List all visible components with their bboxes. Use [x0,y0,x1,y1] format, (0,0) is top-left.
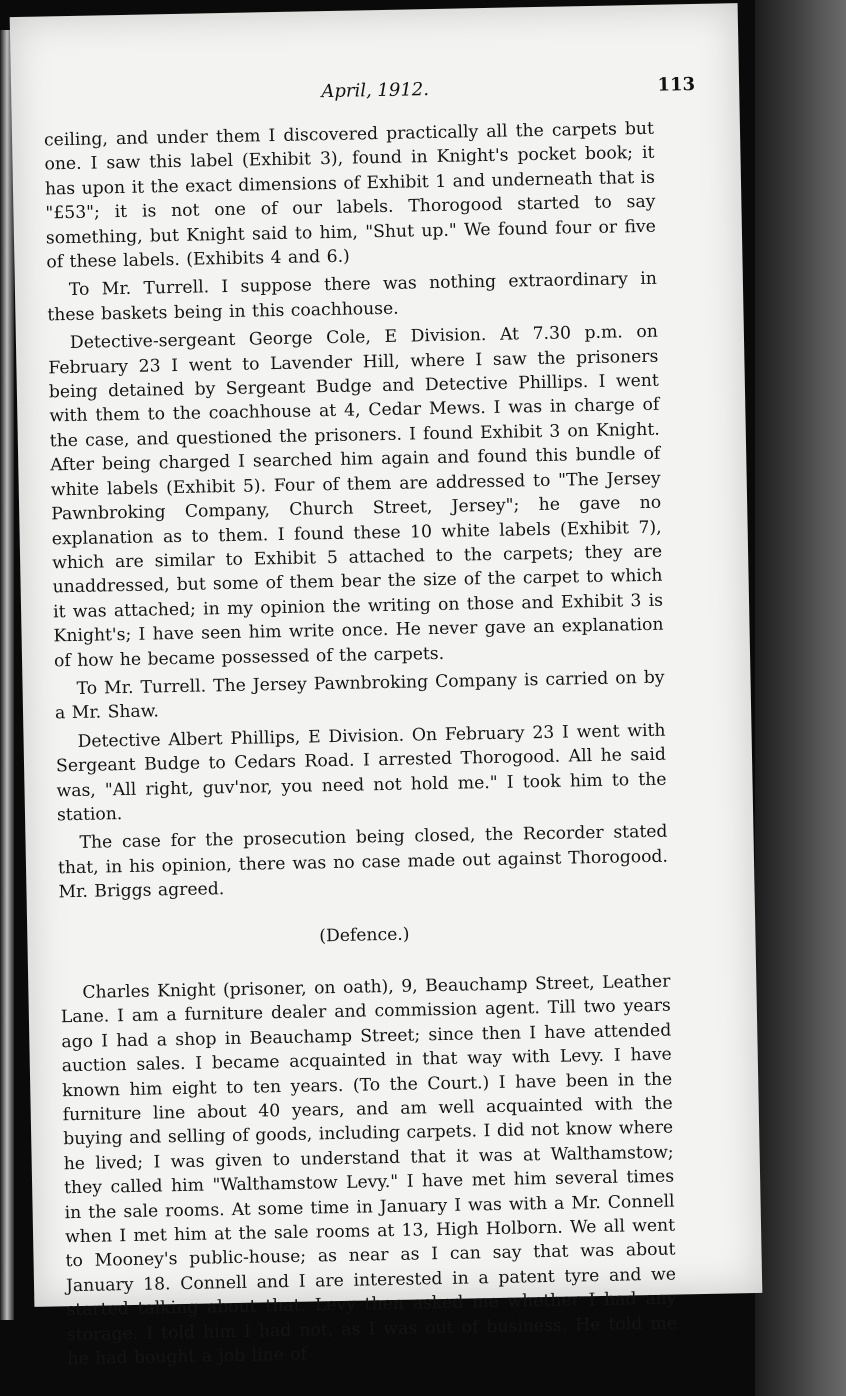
paragraph-cole-testimony: Detective-sergeant George Cole, E Division. At 7.30 p.m. on February 23 I went to Lavender Hill, where I saw the prisoners being detained by Sergeant Budge and Detective Phillips. I went with them to the coachhouse at 4, Cedar Mews. I was in charge of the case, and questioned the prisoners. I found Exhibit 3 on Knight. After being charged I searched him again and found this bundle of white labels (Exhibit 5). Four of them are addressed to "The Jersey Pawnbroking Company, Church Street, Jersey"; he gave no explanation as to them. I found these 10 white labels (Exhibit 7), which are similar to Exhibit 5 attached to the carpets; they are unaddressed, but some of them bear the size of the carpet to which it was attached; in my opinion the writing on those and Exhibit 3 is Knight's; I have seen him write once. He never gave an explanation of how he became possessed of the carpets. [48,321,664,671]
paragraph-cross-exam-2: To Mr. Turrell. The Jersey Pawnbroking Company is carried on by a Mr. Shaw. [54,667,665,724]
background-shadow [755,0,846,1396]
page-header [41,74,709,119]
paragraph-cross-exam-1: To Mr. Turrell. I suppose there was nothing extraordinary in these baskets being in this coachhouse. [47,269,658,326]
book-spine-edge [0,30,14,1320]
page-number: 113 [657,73,696,96]
paragraph-continuation: ceiling, and under them I discovered practically all the carpets but one. I saw this label (Exhibit 3), found in Knight's pocket book; it has upon it the exact dimensions of Exhibit 1 and underneath that is "£53"; it is not one of our labels. Thorogood started to say something, but Knight said to him, "Shut up." We found four or five of these labels. (Exhibits 4 and 6.) [43,118,657,273]
page-body [44,117,678,1376]
running-title: April, 1912. [321,79,430,103]
paragraph-knight-testimony: Charles Knight (prisoner, on oath), 9, Beauchamp Street, Leather Lane. I am a furniture dealer and commission agent. Till two years ago I had a shop in Beauchamp Street; since then I have attended auction sales. I became acquainted in that way with Levy. I have known him eight to ten years. (To the Court.) I have been in the furniture line about 40 years, and am well acquainted with the buying and selling of goods, including carpets. I did not know where he lived; I was given to understand that it was at Walthamstow; they called him "Walthamstow Levy." I have met him several times in the sale rooms. At some time in January I was with a Mr. Connell when I met him at the sale rooms at 13, High Holborn. We all went to Mooney's public-house; as near as I can say that was about January 18. Connell and I are interested in a patent tyre and we started talking about that. Levy then asked me whether I had any storage. I told him I had not, as I was out of business. He told me he had bought a job line of [60,971,678,1370]
section-heading-defence: (Defence.) [319,924,410,946]
book-page [10,3,763,1370]
paragraph-phillips-testimony: Detective Albert Phillips, E Division. On February 23 I went with Sergeant Budge to Cedars Road. I arrested Thorogood. All he said was, "All right, guv'nor, you need not hold me." I took him to the station. [55,720,667,826]
paragraph-case-closed: The case for the prosecution being closed, the Recorder stated that, in his opinion, there was no case made out against Thorogood. Mr. Briggs agreed. [57,822,669,903]
